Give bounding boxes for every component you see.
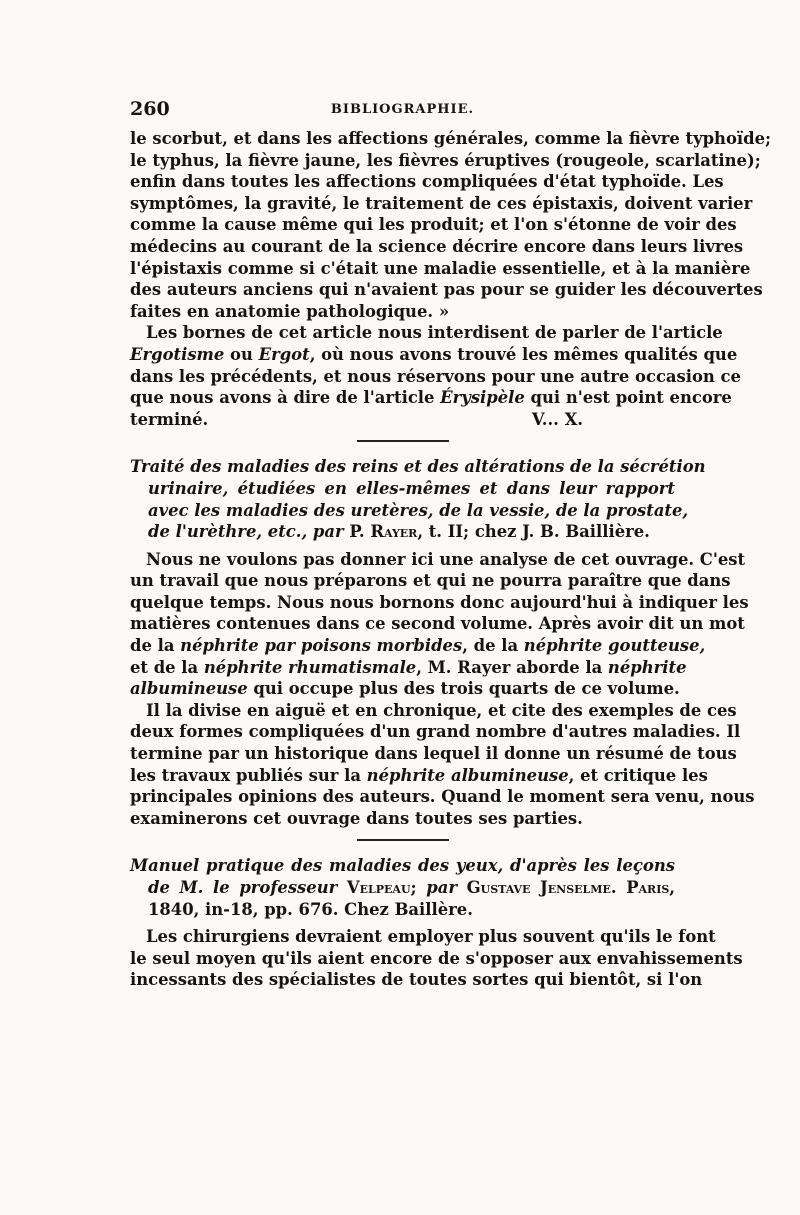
- title-text: Manuel pratique des maladies des yeux, d'après les leçons: [130, 856, 675, 876]
- text-line: le seul moyen qu'ils aient encore de s'opposer aux envahissements: [130, 948, 743, 968]
- text-line: examinerons cet ouvrage dans toutes ses parties.: [130, 808, 583, 828]
- title-line: [130, 500, 689, 522]
- title-text: urinaire, étudiées en elles-mêmes et dans leur rapport: [148, 478, 675, 498]
- text-fragment: les travaux publiés sur la: [130, 765, 367, 785]
- text-line: deux formes compliquées d'un grand nombre d'autres maladies. Il: [130, 722, 741, 742]
- page-header: [130, 98, 675, 128]
- text-line: le scorbut, et dans les affections générales, comme la fièvre typhoïde;: [130, 129, 772, 148]
- text-line: faites en anatomie pathologique. »: [130, 301, 450, 321]
- text-line: enfin dans toutes les affections compliquées d'état typhoïde. Les: [130, 172, 724, 192]
- term-erysipele: Érysipèle: [440, 388, 525, 408]
- title-text: de l'urèthre, etc., par: [148, 522, 350, 542]
- text-fragment: , où nous avons trouvé les mêmes qualités que: [309, 344, 738, 364]
- text-fragment: ou: [224, 344, 259, 364]
- title-text: avec les maladies des uretères, de la vessie, de la prostate,: [148, 500, 689, 520]
- paragraph-epistaxis: [130, 128, 772, 322]
- text-fragment: , et critique les: [568, 765, 708, 785]
- title-line: [130, 855, 675, 877]
- running-head: BIBLIOGRAPHIE.: [330, 102, 475, 117]
- term: néphrite albumineuse: [366, 765, 569, 785]
- text-line: dans les précédents, et nous réservons pour une autre occasion ce: [130, 366, 741, 386]
- paragraph-chirurgiens: [130, 926, 743, 991]
- section-divider: [357, 440, 449, 442]
- entry-title-velpeau: [130, 855, 675, 920]
- entry-title-rayer: [130, 456, 706, 542]
- title-line: [130, 478, 675, 500]
- term-ergotisme: Ergotisme: [130, 344, 225, 364]
- title-text: de M. le professeur: [148, 878, 347, 897]
- page-number: 260: [130, 98, 170, 120]
- text-fragment: , de la: [462, 636, 524, 656]
- text-line: symptômes, la gravité, le traitement de ces épistaxis, doivent varier: [130, 193, 753, 213]
- text-line: matières contenues dans ce second volume. Après avoir dit un mot: [130, 614, 745, 634]
- text-fragment: qui occupe plus des trois quarts de ce volume.: [247, 679, 680, 699]
- text-line: [130, 765, 708, 787]
- text-line: [130, 678, 680, 700]
- text-fragment: ;: [410, 878, 427, 897]
- term: néphrite goutteuse,: [523, 636, 706, 656]
- title-line: [130, 456, 706, 478]
- text-line: comme la cause même qui les produit; et l'on s'étonne de voir des: [130, 215, 737, 235]
- title-line: [130, 521, 675, 543]
- term: néphrite rhumatismale: [203, 657, 417, 677]
- text-fragment: qui n'est point encore: [524, 388, 732, 408]
- text-line: des auteurs anciens qui n'avaient pas pour se guider les découvertes: [130, 280, 763, 300]
- signature-line: [130, 409, 675, 431]
- text-line: le typhus, la fièvre jaune, les fièvres éruptives (rougeole, scarlatine);: [130, 150, 761, 170]
- author-name: Gustave Jenselme. Paris,: [456, 878, 675, 897]
- text-line: incessants des spécialistes de toutes sortes qui bientôt, si l'on: [130, 970, 703, 990]
- text-line: [130, 387, 732, 409]
- paragraph-bornes: [130, 322, 741, 430]
- page: [130, 98, 772, 991]
- text-line: médecins au courant de la science décrire encore dans leurs livres: [130, 236, 744, 256]
- title-line: 1840, in-18, pp. 676. Chez Baillère.: [148, 899, 473, 919]
- text-fragment: de la: [130, 636, 181, 656]
- term: albumineuse: [130, 679, 248, 699]
- text-fragment: et de la: [130, 657, 204, 677]
- text-fragment: , M. Rayer aborde la: [416, 657, 608, 677]
- term: néphrite: [607, 657, 687, 677]
- text-line: termine par un historique dans lequel il donne un résumé de tous: [130, 744, 737, 764]
- text-line: Les chirurgiens devraient employer plus souvent qu'ils le font: [146, 927, 716, 947]
- text-line: quelque temps. Nous nous bornons donc aujourd'hui à indiquer les: [130, 592, 749, 612]
- text-line: [130, 657, 687, 679]
- author-name: Velpeau: [346, 878, 411, 897]
- text-line: Les bornes de cet article nous interdisent de parler de l'article: [146, 323, 723, 343]
- title-text: Traité des maladies des reins et des altérations de la sécrétion: [130, 457, 706, 477]
- text-line: Il la divise en aiguë et en chronique, et cite des exemples de ces: [146, 700, 737, 720]
- section-divider: [357, 839, 449, 841]
- text-fragment: terminé.: [130, 409, 209, 429]
- text-line: l'épistaxis comme si c'était une maladie essentielle, et à la manière: [130, 258, 751, 278]
- text-line: [130, 635, 706, 657]
- text-line: principales opinions des auteurs. Quand le moment sera venu, nous: [130, 787, 755, 807]
- paragraph-rayer-review: [130, 549, 749, 700]
- text-fragment: que nous avons à dire de l'article: [130, 388, 441, 408]
- text-line: [130, 344, 738, 366]
- author-signature: V... X.: [531, 409, 583, 429]
- title-text: par: [426, 878, 457, 897]
- author-name: P. Rayer: [349, 522, 418, 542]
- term-ergot: Ergot: [258, 344, 310, 364]
- text-line: Nous ne voulons pas donner ici une analyse de cet ouvrage. C'est: [146, 549, 746, 569]
- term: néphrite par poisons morbides: [180, 636, 463, 656]
- paragraph-divise: [130, 700, 755, 830]
- publisher-info: , t. II; chez J. B. Baillière.: [417, 522, 650, 542]
- text-line: un travail que nous préparons et qui ne pourra paraître que dans: [130, 571, 731, 591]
- title-line: [130, 877, 675, 899]
